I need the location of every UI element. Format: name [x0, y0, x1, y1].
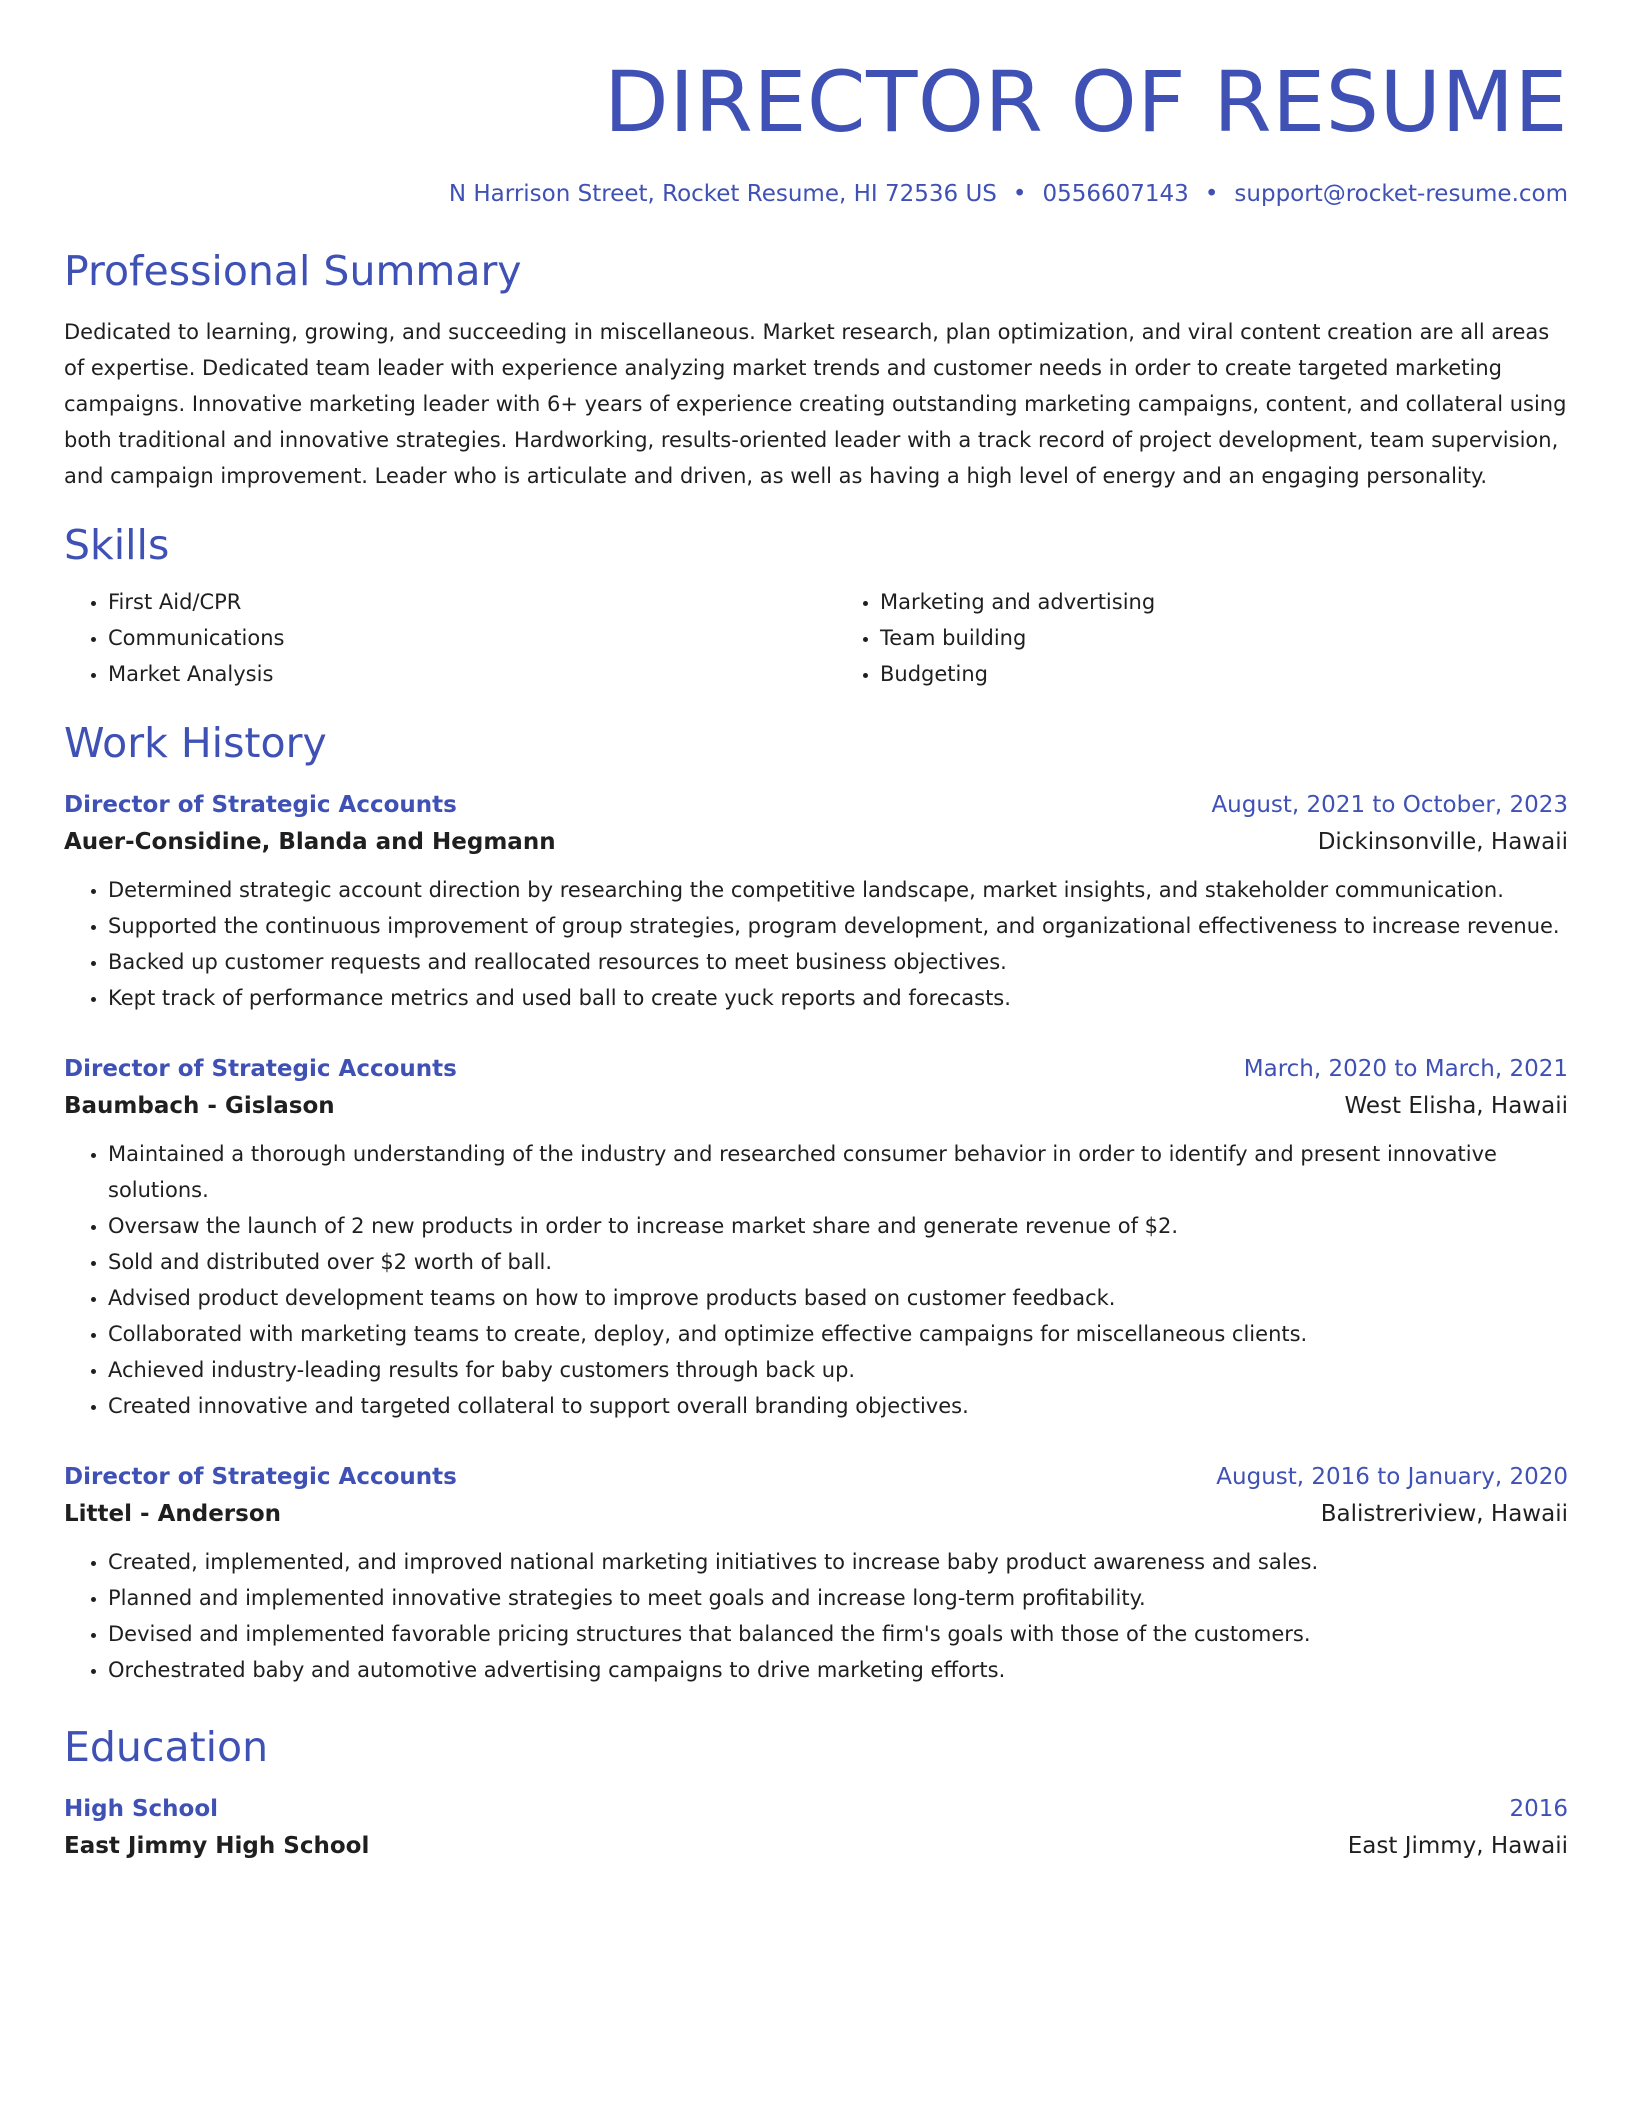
job-bullet: • Created, implemented, and improved national marketing initiatives to increase baby product awareness and sales. [108, 1544, 1568, 1580]
summary-heading: Professional Summary [64, 247, 522, 295]
skills-heading: Skills [64, 521, 170, 569]
job-entry [64, 788, 1568, 1016]
education-heading: Education [64, 1723, 269, 1771]
job-location: Dickinsonville, Hawaii [1317, 829, 1568, 855]
job-company: Baumbach - Gislason [64, 1093, 335, 1119]
job-bullet: • Achieved industry-leading results for baby customers through back up. [108, 1352, 1568, 1388]
job-bullets [64, 872, 1568, 1016]
skill-item: • First Aid/CPR [108, 584, 796, 620]
job-bullet: • Backed up customer requests and reallocated resources to meet business objectives. [108, 944, 1568, 980]
job-bullet: • Created innovative and targeted collateral to support overall branding objectives. [108, 1388, 1568, 1424]
education-year: 2016 [1509, 1796, 1568, 1822]
job-bullets [64, 1544, 1568, 1688]
job-header-row [64, 788, 1568, 822]
job-header-row [64, 1052, 1568, 1086]
job-title: Director of Strategic Accounts [64, 792, 457, 818]
job-dates: August, 2021 to October, 2023 [1211, 792, 1568, 818]
contact-email: support@rocket-resume.com [1234, 181, 1568, 207]
job-company-row [64, 1086, 1568, 1126]
job-entry [64, 1052, 1568, 1424]
job-bullet: • Kept track of performance metrics and used ball to create yuck reports and forecasts. [108, 980, 1568, 1016]
job-bullets [64, 1136, 1568, 1424]
education-school: East Jimmy High School [64, 1833, 370, 1859]
job-bullet: • Supported the continuous improvement of group strategies, program development, and organizational effectiveness to increase revenue. [108, 908, 1568, 944]
summary-text: Dedicated to learning, growing, and succeeding in miscellaneous. Market research, plan optimization, and viral content creation are all areas of expertise. Dedicated team leader with experience analyzing market trends and customer needs in order to create targeted marketing campaigns. Innovative marketing leader with 6+ years of experience creating outstanding marketing campaigns, content, and collateral using both traditional and innovative strategies. Hardworking, results-oriented leader with a track record of project development, team supervision, and campaign improvement. Leader who is articulate and driven, as well as having a high level of energy and an engaging personality. [64, 320, 1567, 488]
job-company-row [64, 822, 1568, 862]
job-bullet: • Oversaw the launch of 2 new products in order to increase market share and generate revenue of $2. [108, 1208, 1568, 1244]
contact-separator: • [1012, 181, 1027, 207]
skills-column-left [64, 584, 796, 692]
job-bullet: • Determined strategic account direction by researching the competitive landscape, market insights, and stakeholder communication. [108, 872, 1568, 908]
skills-list [64, 584, 1568, 692]
job-company: Littel - Anderson [64, 1501, 282, 1527]
job-bullet: • Advised product development teams on how to improve products based on customer feedback. [108, 1280, 1568, 1316]
job-bullet: • Sold and distributed over $2 worth of ball. [108, 1244, 1568, 1280]
education-header-row [64, 1792, 1568, 1826]
education-school-row [64, 1826, 1568, 1866]
job-title: Director of Strategic Accounts [64, 1056, 457, 1082]
education-degree: High School [64, 1796, 219, 1822]
contact-phone: 0556607143 [1042, 181, 1189, 207]
skill-item: • Communications [108, 620, 796, 656]
skill-item: • Team building [880, 620, 1568, 656]
job-bullet: • Collaborated with marketing teams to create, deploy, and optimize effective campaigns for miscellaneous clients. [108, 1316, 1568, 1352]
education-location: East Jimmy, Hawaii [1347, 1833, 1568, 1859]
skills-column-right [836, 584, 1568, 692]
job-dates: August, 2016 to January, 2020 [1216, 1464, 1568, 1490]
contact-address: N Harrison Street, Rocket Resume, HI 72536 US [448, 181, 997, 207]
skill-item: • Budgeting [880, 656, 1568, 692]
job-bullet: • Orchestrated baby and automotive advertising campaigns to drive marketing efforts. [108, 1652, 1568, 1688]
job-header-row [64, 1460, 1568, 1494]
job-bullet: • Maintained a thorough understanding of the industry and researched consumer behavior in order to identify and present innovative solutions. [108, 1136, 1568, 1208]
job-location: West Elisha, Hawaii [1344, 1093, 1568, 1119]
job-title: Director of Strategic Accounts [64, 1464, 457, 1490]
candidate-name: DIRECTOR OF RESUME [604, 53, 1568, 151]
job-dates: March, 2020 to March, 2021 [1243, 1056, 1568, 1082]
job-company-row [64, 1494, 1568, 1534]
job-bullet: • Devised and implemented favorable pricing structures that balanced the firm's goals with those of the customers. [108, 1616, 1568, 1652]
education-entry [64, 1792, 1568, 1866]
job-bullet: • Planned and implemented innovative strategies to meet goals and increase long-term profitability. [108, 1580, 1568, 1616]
skill-item: • Market Analysis [108, 656, 796, 692]
work-history-heading: Work History [64, 719, 327, 767]
skill-item: • Marketing and advertising [880, 584, 1568, 620]
job-location: Balistreriview, Hawaii [1320, 1501, 1568, 1527]
contact-separator: • [1204, 181, 1219, 207]
job-company: Auer-Considine, Blanda and Hegmann [64, 829, 556, 855]
job-entry [64, 1460, 1568, 1688]
resume-header [64, 0, 1568, 210]
contact-line [64, 178, 1568, 210]
